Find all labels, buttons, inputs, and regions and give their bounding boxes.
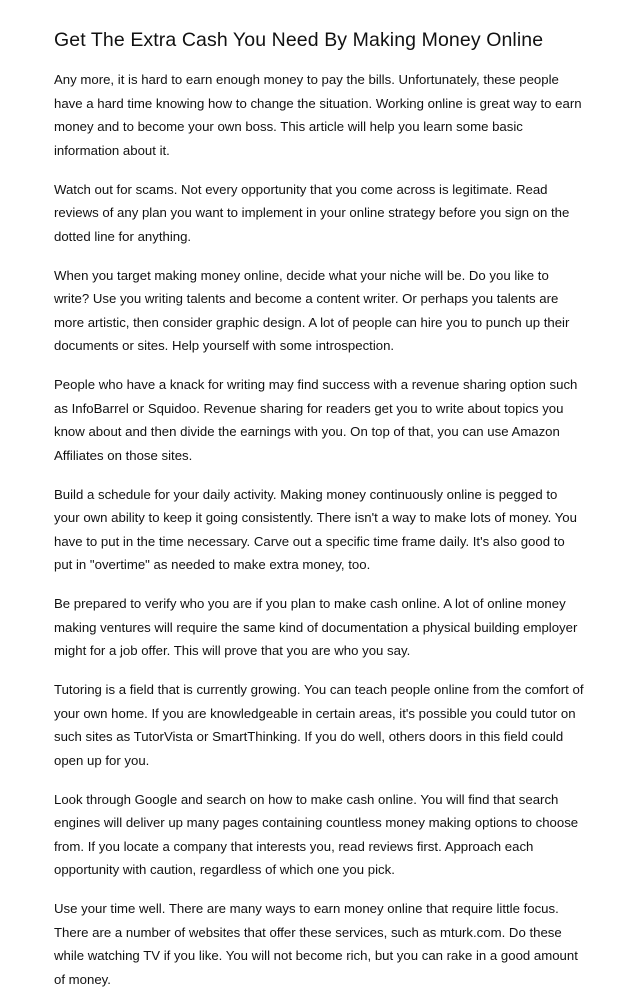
paragraph-2: Watch out for scams. Not every opportunity that you come across is legitimate. Read reviews of any plan you want to implement in your online strategy before you sign on the dotted line for anything. bbox=[54, 181, 570, 244]
paragraph-6: Be prepared to verify who you are if you plan to make cash online. A lot of online money making ventures will require the same kind of documentation a physical building employer might for a job offer. This will prove that you are who you say. bbox=[54, 596, 578, 658]
document-page bbox=[54, 26, 586, 991]
paragraph-9: Use your time well. There are many ways to earn money online that require little focus. There are a number of websites that offer these services, such as mturk.com. Do these while watching TV if you like. You will not become rich, but you can rake in a good amount of money. bbox=[54, 901, 578, 987]
document-title: Get The Extra Cash You Need By Making Money Online bbox=[54, 29, 544, 51]
paragraph-7: Tutoring is a field that is currently growing. You can teach people online from the comfort of your own home. If you are knowledgeable in certain areas, it's possible you could tutor on such sites as TutorVista or SmartThinking. If you do well, others doors in this field could open up for you. bbox=[54, 682, 584, 768]
paragraph-1: Any more, it is hard to earn enough money to pay the bills. Unfortunately, these people have a hard time knowing how to change the situation. Working online is great way to earn money and to become your own boss. This article will help you learn some basic information about it. bbox=[54, 72, 582, 158]
paragraph-4: People who have a knack for writing may find success with a revenue sharing option such as InfoBarrel or Squidoo. Revenue sharing for readers get you to write about topics you know about and then divide the earnings with you. On top of that, you can use Amazon Affiliates on those sites. bbox=[54, 377, 578, 463]
paragraph-8: Look through Google and search on how to make cash online. You will find that search engines will deliver up many pages containing countless money making options to choose from. If you locate a company that interests you, read reviews first. Approach each opportunity with caution, regardless of which one you pick. bbox=[54, 791, 579, 877]
paragraph-5: Build a schedule for your daily activity. Making money continuously online is pegged to your own ability to keep it going consistently. There isn't a way to make lots of money. You have to put in the time necessary. Carve out a specific time frame daily. It's also good to put in "overtime" as needed to make extra money, too. bbox=[54, 486, 577, 572]
paragraph-3: When you target making money online, decide what your niche will be. Do you like to write? Use you writing talents and become a content writer. Or perhaps you talents are more artistic, then consider graphic design. A lot of people can hire you to punch up their documents or sites. Help yourself with some introspection. bbox=[54, 267, 570, 353]
